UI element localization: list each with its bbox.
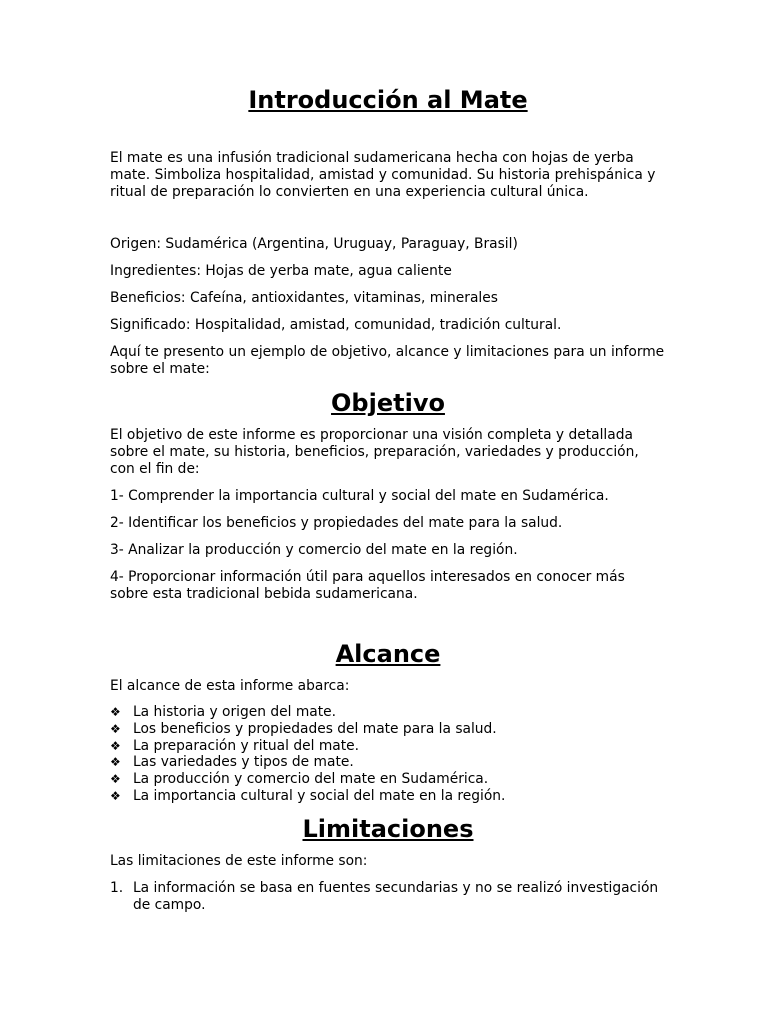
lead-in-paragraph: Aquí te presento un ejemplo de objetivo, alcance y limitaciones para un informe sobre el mate: [110,344,665,377]
objetivo-heading: Objetivo [331,389,445,417]
fact-benefits: Beneficios: Cafeína, antioxidantes, vitaminas, minerales [110,290,498,306]
document-title: Introducción al Mate [248,86,528,114]
list-item-text: Los beneficios y propiedades del mate para la salud. [133,720,497,737]
diamond-bullet-icon: ❖ [110,721,121,736]
list-item-text: La historia y origen del mate. [133,704,337,720]
objetivo-intro: El objetivo de este informe es proporcionar una visión completa y detallada sobre el mate, su historia, beneficios, preparación, variedades y producción, con el fin de: [110,427,639,477]
fact-ingredients: Ingredientes: Hojas de yerba mate, agua caliente [110,263,452,279]
list-item [110,721,666,738]
diamond-bullet-icon: ❖ [110,755,121,770]
diamond-bullet-icon: ❖ [110,772,121,787]
list-item [110,880,666,914]
list-item-text: Las variedades y tipos de mate. [133,754,354,771]
list-item [110,771,666,788]
limitaciones-numbered-list [110,880,666,914]
intro-paragraph: El mate es una infusión tradicional sudamericana hecha con hojas de yerba mate. Simboliza hospitalidad, amistad y comunidad. Su historia prehispánica y ritual de preparación lo convierten en una experiencia cultural única. [110,150,656,200]
objetivo-item: 3- Analizar la producción y comercio del mate en la región. [110,542,518,558]
list-item-text: La producción y comercio del mate en Sudamérica. [133,771,489,788]
limitaciones-heading: Limitaciones [302,814,474,843]
fact-meaning: Significado: Hospitalidad, amistad, comunidad, tradición cultural. [110,317,562,333]
list-number: 1. [110,879,124,896]
diamond-bullet-icon: ❖ [110,705,121,719]
alcance-intro: El alcance de esta informe abarca: [110,678,350,694]
diamond-bullet-icon: ❖ [110,788,121,803]
alcance-heading: Alcance [335,640,441,668]
list-item-text: La información se basa en fuentes secundarias y no se realizó investigación de campo. [133,879,659,913]
list-item [110,788,666,805]
list-item [110,738,666,755]
objetivo-item: 2- Identificar los beneficios y propiedades del mate para la salud. [110,515,563,531]
list-item [110,754,666,771]
list-item-text: La preparación y ritual del mate. [133,737,359,754]
objetivo-item: 1- Comprender la importancia cultural y social del mate en Sudamérica. [110,488,609,504]
document-body [110,84,666,914]
list-item-text: La importancia cultural y social del mate en la región. [133,787,506,804]
limitaciones-intro: Las limitaciones de este informe son: [110,852,368,869]
diamond-bullet-icon: ❖ [110,738,121,753]
objetivo-item: 4- Proporcionar información útil para aquellos interesados en conocer más sobre esta tradicional bebida sudamericana. [110,569,625,602]
list-item [110,704,666,721]
fact-origin: Origen: Sudamérica (Argentina, Uruguay, Paraguay, Brasil) [110,236,518,252]
alcance-bullet-list [110,704,666,805]
